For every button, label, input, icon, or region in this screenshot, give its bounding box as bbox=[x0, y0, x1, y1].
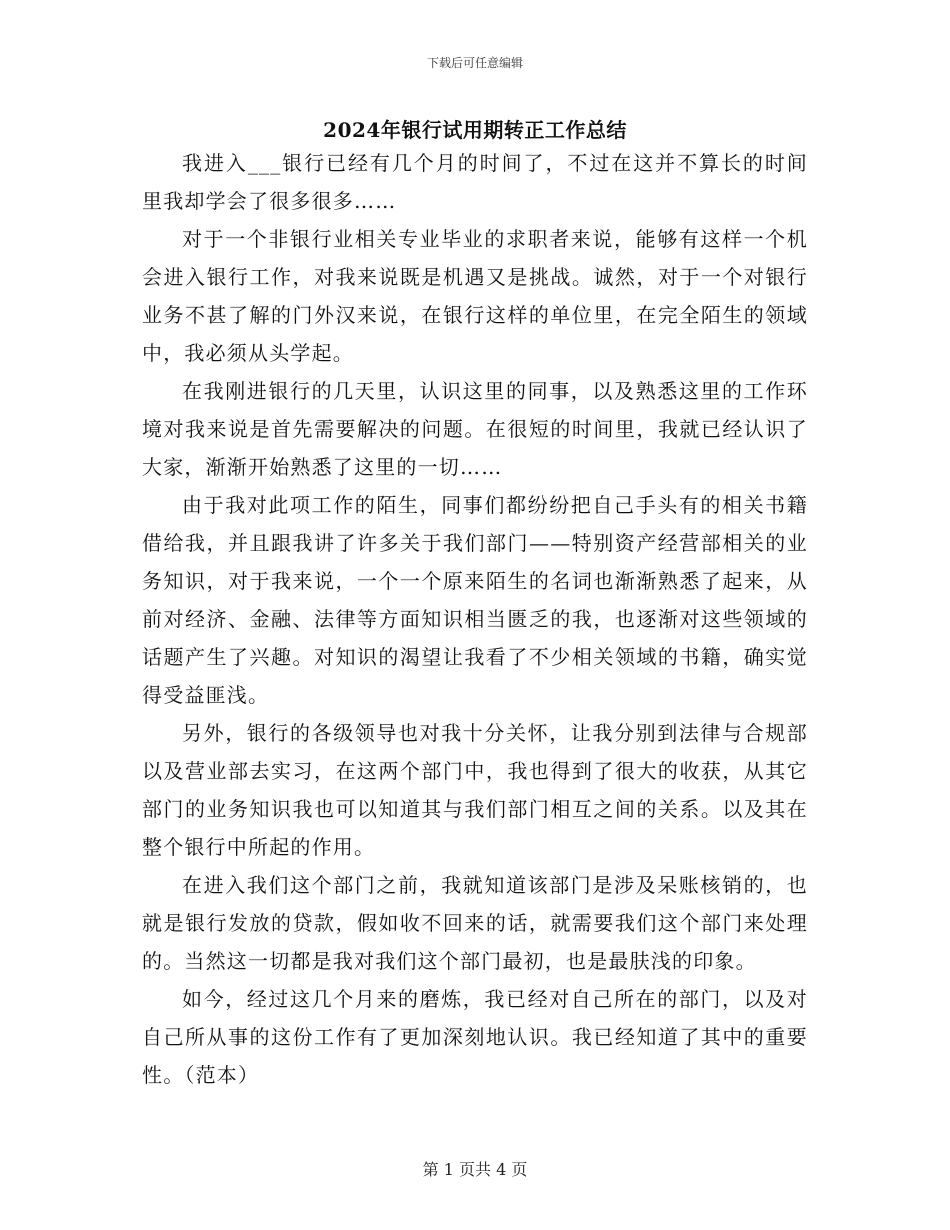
paragraph: 在进入我们这个部门之前，我就知道该部门是涉及呆账核销的，也就是银行发放的贷款，假如收不回来的话，就需要我们这个部门来处理的。当然这一切都是我对我们这个部门最初，也是最肤浅的印象。 bbox=[142, 873, 808, 973]
page-number: 第 1 页共 4 页 bbox=[422, 1160, 528, 1179]
paragraph: 由于我对此项工作的陌生，同事们都纷纷把自己手头有的相关书籍借给我，并且跟我讲了许多关于我们部门——特别资产经营部相关的业务知识，对于我来说，一个一个原来陌生的名词也渐渐熟悉了起来，从前对经济、金融、法律等方面知识相当匮乏的我，也逐渐对这些领域的话题产生了兴趣。对知识的渴望让我看了不少相关领域的书籍，确实觉得受益匪浅。 bbox=[142, 493, 808, 707]
paragraph: 另外，银行的各级领导也对我十分关怀，让我分别到法律与合规部以及营业部去实习，在这两个部门中，我也得到了很大的收获，从其它部门的业务知识我也可以知道其与我们部门相互之间的关系。以及其在整个银行中所起的作用。 bbox=[142, 721, 808, 859]
header-note: 下载后可任意编辑 bbox=[426, 56, 523, 70]
document-body bbox=[142, 144, 808, 1094]
paragraph: 在我刚进银行的几天里，认识这里的同事，以及熟悉这里的工作环境对我来说是首先需要解决的问题。在很短的时间里，我就已经认识了大家，渐渐开始熟悉了这里的一切…… bbox=[142, 379, 808, 479]
paragraph: 我进入___银行已经有几个月的时间了，不过在这并不算长的时间里我却学会了很多很多…… bbox=[142, 151, 808, 213]
paragraph: 对于一个非银行业相关专业毕业的求职者来说，能够有这样一个机会进入银行工作，对我来说既是机遇又是挑战。诚然，对于一个对银行业务不甚了解的门外汉来说，在银行这样的单位里，在完全陌生的领域中，我必须从头学起。 bbox=[142, 227, 808, 365]
document-title: 2024年银行试用期转正工作总结 bbox=[323, 118, 627, 142]
paragraph: 如今，经过这几个月来的磨炼，我已经对自己所在的部门，以及对自己所从事的这份工作有了更加深刻地认识。我已经知道了其中的重要性。（范本） bbox=[142, 987, 808, 1087]
